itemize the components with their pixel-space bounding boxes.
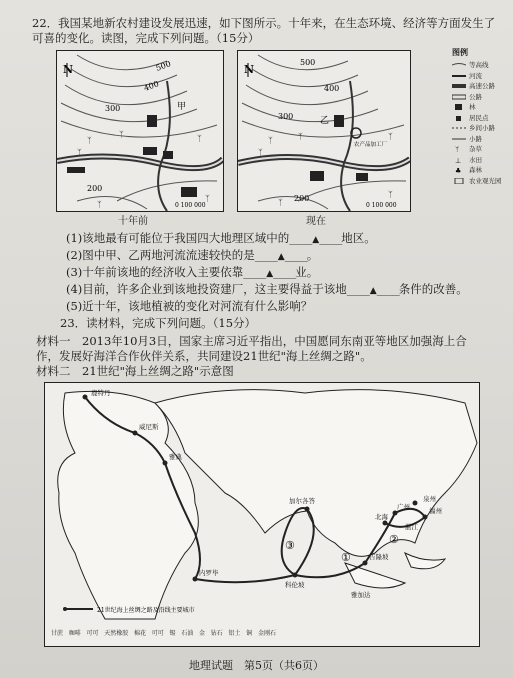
contour-label-300-now: 300: [278, 112, 294, 121]
caption-now: 现在: [306, 216, 326, 227]
question-1: (1)该地最有可能位于我国四大地理区域中的____▲____地区。: [66, 231, 376, 245]
svg-text:ᛉ: ᛉ: [197, 134, 202, 143]
place-label: 北海: [375, 513, 388, 521]
caption-ten-years-ago: 十年前: [118, 216, 148, 227]
world-map-legend: 甘蔗 咖啡 可可 天然橡胶 棉花 可可 锡 石油 金 钻石 铝土 铜 金刚石: [44, 620, 480, 647]
place-label: 泉州: [423, 495, 436, 503]
place-label: 雅加达: [351, 591, 371, 599]
svg-text:ᛉ: ᛉ: [87, 136, 92, 145]
contour-label-500: 500: [154, 59, 173, 73]
svg-text:ᛉ: ᛉ: [77, 148, 82, 157]
svg-text:ᛉ: ᛉ: [278, 198, 283, 207]
place-label: 吉隆坡: [369, 553, 389, 561]
silk-road-map: [44, 382, 480, 622]
legend-item: 等高线: [452, 60, 508, 71]
legend-item: ᛉ 杂草: [455, 145, 482, 154]
legend-item: 河流: [469, 71, 482, 80]
scale-bar-left: 0 100 000: [175, 202, 206, 209]
place-label: 加尔各答: [289, 497, 315, 505]
material1-line1: 材料一 2013年10月3日，国家主席习近平指出，中国愿同东南亚等地区加强海上合: [36, 334, 467, 348]
legend-title: 图例: [452, 48, 468, 57]
svg-text:ᛉ: ᛉ: [268, 136, 273, 145]
place-label: 福州: [429, 507, 442, 515]
place-label: 雅典: [169, 453, 182, 461]
svg-text:ᛉ: ᛉ: [119, 130, 124, 139]
place-label: 威尼斯: [139, 423, 159, 431]
place-label: 内罗毕: [199, 569, 219, 577]
map-ten-years-ago: [56, 50, 224, 212]
map-ten-years-ago-drawing: [57, 51, 223, 211]
legend-item: 农业观光园: [452, 176, 508, 187]
place-yi: 乙: [320, 116, 330, 126]
svg-text:⊥: ⊥: [455, 156, 462, 163]
legend-item: ⊥ 水田: [455, 155, 482, 164]
map-legend: [452, 48, 508, 186]
station-label: 农产品加工厂: [354, 142, 388, 148]
legend-item: 乡间小路: [469, 124, 495, 133]
svg-text:♣: ♣: [455, 167, 462, 174]
scale-bar-right: 0 100 000: [366, 202, 397, 209]
contour-label-500-now: 500: [300, 58, 316, 67]
place-label: 科伦坡: [285, 581, 305, 589]
place-label: 湛江: [405, 523, 418, 531]
legend-item: 高速公路: [452, 81, 508, 92]
silk-road-map-drawing: [45, 383, 479, 621]
question-2: (2)图中甲、乙两地河流流速较快的是____▲____。: [66, 248, 319, 262]
contour-label-400: 400: [142, 79, 161, 93]
question-3: (3)十年前该地的经济收入主要依靠____▲____业。: [66, 265, 319, 279]
contour-label-200-now: 200: [294, 194, 310, 203]
contour-label-200: 200: [87, 184, 103, 193]
svg-text:ᛉ: ᛉ: [97, 200, 102, 209]
svg-text:ᛉ: ᛉ: [388, 190, 393, 199]
svg-text:ᛉ: ᛉ: [455, 146, 460, 153]
svg-text:ᛉ: ᛉ: [258, 148, 263, 157]
page-footer: 地理试题 第5页（共6页）: [189, 659, 324, 672]
map-now-drawing: [238, 51, 410, 211]
legend-item: 公路: [452, 92, 508, 103]
q22-intro-line2: 可喜的变化。读图，完成下列问题。（15分）: [32, 31, 260, 45]
svg-text:ᛉ: ᛉ: [205, 194, 210, 203]
q23-intro: 23．读材料，完成下列问题。（15分）: [60, 316, 257, 330]
svg-text:ᛉ: ᛉ: [388, 132, 393, 141]
north-arrow-icon: N: [63, 63, 74, 76]
question-5: (5)近十年，该地植被的变化对河流有什么影响？: [66, 299, 313, 313]
legend-item: 居民点: [452, 113, 508, 124]
contour-label-300: 300: [105, 104, 121, 113]
circle-label: ③: [285, 539, 295, 552]
q22-intro-line1: 22．我国某地新农村建设发展迅速，如下图所示。十年来，在生态环境、经济等方面发生了: [32, 16, 496, 30]
map-now: [237, 50, 411, 212]
material1-line2: 作，发展好海洋合作伙伴关系，共同建设21世纪"海上丝绸之路"。: [36, 349, 372, 363]
route-legend-label: 21世纪海上丝绸之路及沿线主要城市: [97, 607, 195, 614]
north-arrow-icon-2: N: [244, 63, 255, 76]
question-4: (4)目前，许多企业到该地投资建厂，这主要得益于该地____▲____条件的改善。: [66, 282, 468, 296]
material2-caption: 材料二 21世纪"海上丝绸之路"示意图: [36, 364, 234, 378]
svg-text:ᛉ: ᛉ: [298, 132, 303, 141]
legend-item: 小路: [469, 134, 482, 143]
legend-item: ♣ 森林: [455, 166, 482, 175]
place-jia: 甲: [177, 102, 187, 112]
place-label: 广州: [397, 503, 410, 511]
place-label: 鹿特丹: [91, 389, 111, 397]
legend-item: 林: [452, 102, 508, 113]
circle-label: ②: [389, 533, 399, 546]
circle-label: ①: [341, 551, 351, 564]
contour-label-400-now: 400: [324, 84, 340, 93]
